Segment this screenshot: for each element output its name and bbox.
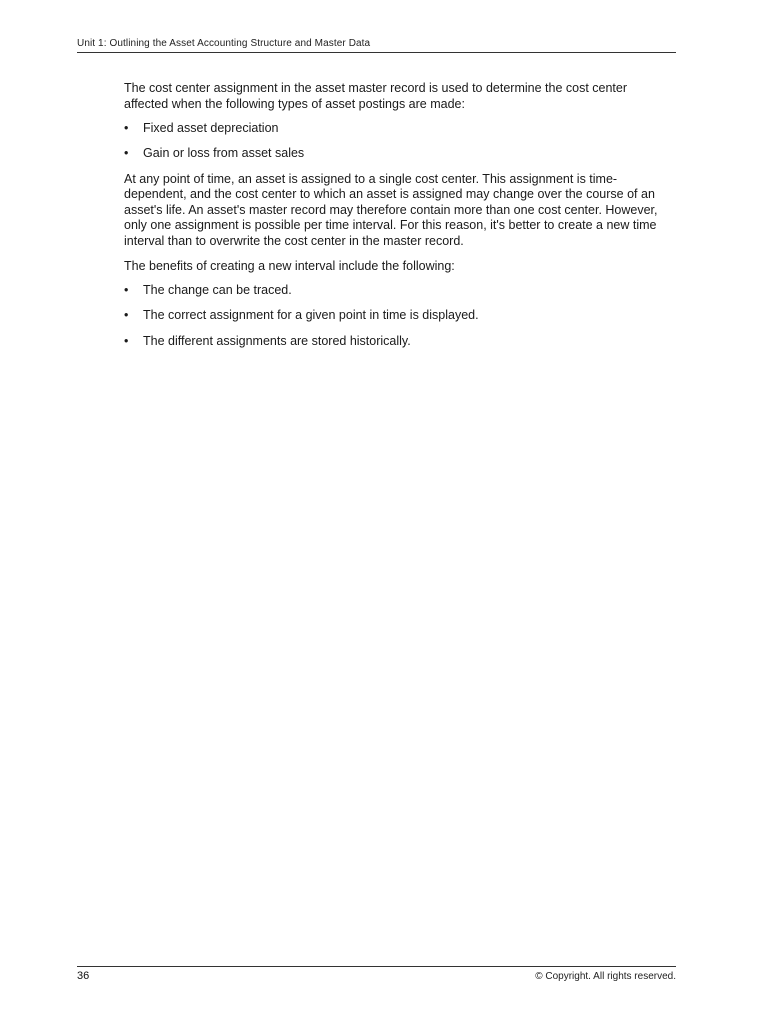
running-header: Unit 1: Outlining the Asset Accounting Structure and Master Data: [77, 38, 371, 49]
list-item-text: The change can be traced.: [143, 283, 292, 298]
postings-list: [124, 121, 672, 162]
intro-paragraph: The cost center assignment in the asset master record is used to determine the cost center affected when the following types of asset postings are made:: [124, 81, 628, 111]
list-item: [124, 308, 672, 324]
list-item: [124, 146, 672, 162]
header-divider: [77, 52, 676, 53]
bullet-icon: •: [124, 283, 129, 298]
list-item: [124, 283, 672, 299]
bullet-icon: •: [124, 121, 129, 136]
list-item-text: Fixed asset depreciation: [143, 121, 279, 136]
footer-divider: [77, 966, 676, 967]
benefits-list: [124, 283, 672, 349]
list-item: [124, 121, 672, 137]
copyright-notice: © Copyright. All rights reserved.: [535, 971, 676, 982]
page-body: [124, 81, 672, 359]
assignment-paragraph: At any point of time, an asset is assigned to a single cost center. This assignment is time-dependent, and the cost center to which an asset is assigned may change over the course of an asset's life. An asset's master record may therefore contain more than one cost center. However, only one assignment is possible per time interval. For this reason, it's better to create a new time interval than to overwrite the cost center in the master record.: [124, 171, 658, 248]
bullet-icon: •: [124, 146, 129, 161]
bullet-icon: •: [124, 308, 129, 323]
page-number: 36: [77, 970, 90, 982]
list-item: [124, 334, 672, 350]
bullet-icon: •: [124, 333, 129, 348]
list-item-text: Gain or loss from asset sales: [143, 146, 305, 161]
list-item-text: The different assignments are stored historically.: [143, 333, 411, 348]
list-item-text: The correct assignment for a given point in time is displayed.: [143, 308, 479, 323]
benefits-intro-paragraph: The benefits of creating a new interval include the following:: [124, 258, 455, 273]
